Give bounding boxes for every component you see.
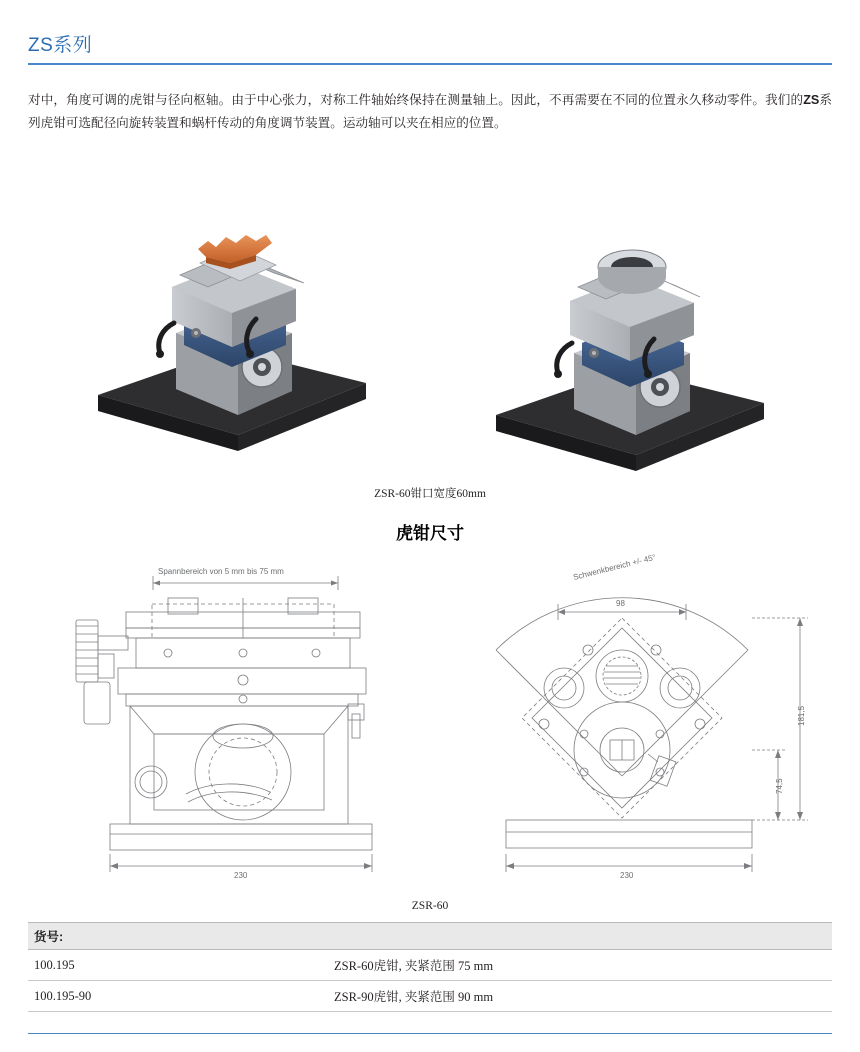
table-row xyxy=(28,981,832,1012)
intro-paragraph xyxy=(28,89,832,136)
parts-table xyxy=(28,922,832,1012)
table-cell-description-text: 虎钳, 夹紧范围 90 mm xyxy=(373,990,494,1005)
drawing-note-left: Spannbereich von 5 mm bis 75 mm xyxy=(158,567,284,577)
table-cell-description xyxy=(328,981,832,1012)
table-cell-code: 100.195-90 xyxy=(28,981,328,1012)
intro-text-1: 对中，角度可调的虎钳与径向枢轴。由于中心张力，对称工件轴始终保持在测量轴上。因此，不再需要在不同的位置永久移动零件。我们的 xyxy=(28,92,804,107)
intro-bold: ZS xyxy=(803,92,820,107)
drawing-dim-bottom-right: 230 xyxy=(620,871,634,881)
table-cell-description-model: ZSR-90 xyxy=(334,990,374,1005)
drawing-dim-bottom-left: 230 xyxy=(234,871,248,881)
drawing-dim-right-upper: 181,5 xyxy=(797,706,806,727)
front-view-technical-drawing xyxy=(48,554,428,884)
header-divider xyxy=(28,63,832,65)
table-cell-description xyxy=(328,950,832,981)
photo-caption: ZSR-60钳口宽度60mm xyxy=(374,488,486,501)
table-row xyxy=(28,950,832,981)
table-cell-code: 100.195 xyxy=(28,950,328,981)
product-photo-right xyxy=(468,183,768,478)
intro-text-2: 系列虎钳可选配径向旋转装置和蜗杆传动的角度调节装置。运动轴可以夹在相应的位置。 xyxy=(28,92,833,130)
page-title: ZS系列 xyxy=(28,35,93,56)
zsr-60-vise-photo-with-round-part xyxy=(468,183,768,473)
drawing-dim-top-right: 98 xyxy=(616,599,625,609)
section-heading: 虎钳尺寸 xyxy=(396,524,464,544)
zsr-60-vise-photo-with-orange-jaw xyxy=(80,183,380,473)
footer-divider xyxy=(28,1033,832,1034)
drawing-note-right: Schwenkbereich +/- 45° xyxy=(572,554,657,583)
table-header-article: 货号: xyxy=(28,923,832,950)
swivel-view-technical-drawing xyxy=(448,554,848,884)
technical-drawing-left xyxy=(48,554,428,889)
drawing-caption: ZSR-60 xyxy=(411,900,449,913)
product-photo-row xyxy=(28,183,832,483)
table-cell-description-model: ZSR-60 xyxy=(334,959,374,974)
table-header-row xyxy=(28,923,832,950)
table-cell-description-text: 虎钳, 夹紧范围 75 mm xyxy=(373,959,494,974)
product-photo-left xyxy=(80,183,380,478)
technical-drawing-right xyxy=(448,554,848,889)
drawing-dim-right-lower: 74,5 xyxy=(775,778,784,795)
technical-drawing-row xyxy=(28,554,832,894)
